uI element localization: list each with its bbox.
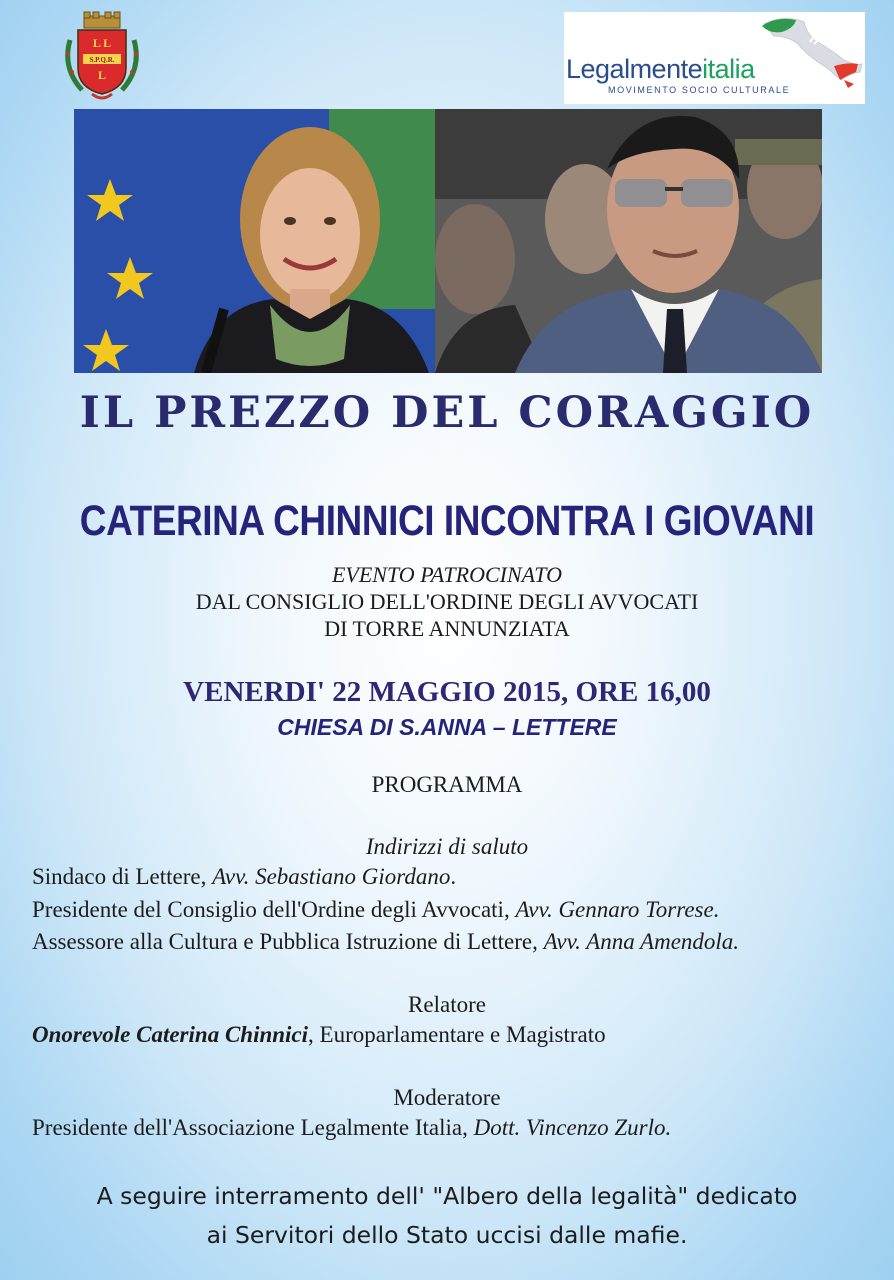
greeting-item	[32, 897, 719, 923]
logo-name-part1: Legalmente	[566, 54, 703, 84]
sunglasses-lens-right	[681, 179, 733, 207]
greeting-item	[32, 864, 456, 890]
event-date-time: VENERDI' 22 MAGGIO 2015, ORE 16,00	[183, 676, 711, 708]
speaker-role: , Europarlamentare e Magistrato	[308, 1022, 606, 1047]
svg-text:L: L	[97, 68, 107, 82]
svg-text:L L: L L	[92, 36, 112, 50]
greeting-role: Presidente del Consiglio dell'Ordine degli Avvocati,	[32, 897, 516, 922]
photo-rocco-chinnici	[435, 109, 822, 373]
greeting-suffix: .	[450, 864, 457, 889]
logo-tagline: MOVIMENTO SOCIO CULTURALE	[608, 85, 791, 95]
italy-map-icon	[744, 14, 864, 94]
logo-name-part2: italia	[702, 54, 755, 84]
logo-wordmark	[566, 54, 755, 85]
closing-line-1: A seguire interramento dell' "Albero della legalità" dedicato	[96, 1182, 798, 1210]
greeting-role: Sindaco di Lettere,	[32, 864, 213, 889]
greeting-name: Avv. Sebastiano Giordano	[212, 864, 451, 889]
greeting-name: Avv. Gennaro Torrese.	[515, 897, 720, 922]
speaker-heading: Relatore	[408, 992, 486, 1017]
speaker-name: Onorevole Caterina Chinnici	[32, 1022, 309, 1047]
photo-caterina-chinnici	[74, 109, 435, 373]
greetings-heading: Indirizzi di saluto	[365, 834, 529, 859]
moderator-line	[32, 1115, 671, 1141]
moderator-name: Dott. Vincenzo Zurlo.	[473, 1115, 672, 1140]
event-venue: CHIESA DI S.ANNA – LETTERE	[277, 714, 617, 740]
speaker-line	[32, 1022, 606, 1048]
event-subtitle: CATERINA CHINNICI INCONTRA I GIOVANI	[79, 497, 815, 545]
moderator-role: Presidente dell'Associazione Legalmente Italia,	[32, 1115, 474, 1140]
patronage-line-1: EVENTO PATROCINATO	[331, 562, 563, 587]
legalmente-italia-logo	[564, 12, 865, 104]
svg-text:S.P.Q.R.: S.P.Q.R.	[89, 56, 115, 64]
patronage-line-2: DAL CONSIGLIO DELL'ORDINE DEGLI AVVOCATI	[195, 589, 699, 614]
closing-line-2: ai Servitori dello Stato uccisi dalle mafie.	[206, 1221, 688, 1249]
sunglasses-lens-left	[615, 179, 667, 207]
patronage-line-3: DI TORRE ANNUNZIATA	[324, 616, 570, 641]
moderator-heading: Moderatore	[393, 1085, 501, 1110]
greeting-role: Assessore alla Cultura e Pubblica Istruzione di Lettere,	[32, 929, 544, 954]
municipal-crest-logo	[60, 10, 144, 102]
greeting-name: Avv. Anna Amendola.	[543, 929, 740, 954]
greeting-item	[32, 929, 739, 955]
program-heading: PROGRAMMA	[371, 772, 523, 797]
event-title: IL PREZZO DEL CORAGGIO	[79, 388, 815, 438]
